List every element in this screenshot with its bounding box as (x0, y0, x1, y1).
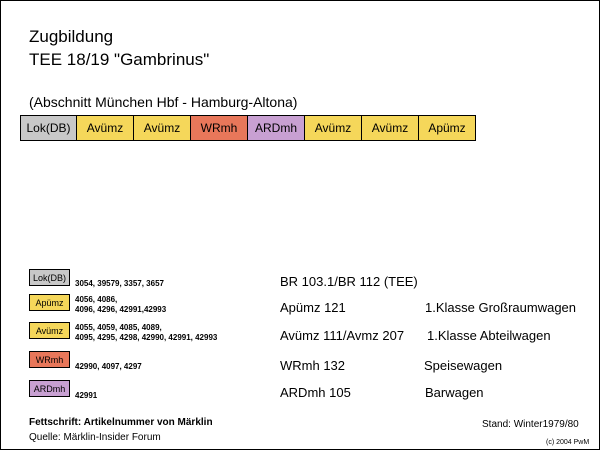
footer-status: Stand: Winter1979/80 (482, 419, 579, 430)
train-car-avumz (133, 115, 191, 141)
train-car-avumz (76, 115, 134, 141)
train-car-ardmh (247, 115, 305, 141)
train-car-label: Avümz (86, 121, 124, 135)
number-line: 3054, 39579, 3357, 3657 (75, 279, 164, 288)
legend-type: ARDmh 105 (280, 385, 351, 400)
number-line: 42990, 4097, 4297 (75, 362, 142, 371)
legend-box-wrmh (29, 351, 70, 368)
legend-type: WRmh 132 (280, 358, 346, 373)
section-label: (Abschnitt München Hbf - Hamburg-Altona) (29, 94, 298, 110)
legend-description: Speisewagen (424, 358, 503, 373)
legend-description: 1.Klasse Abteilwagen (427, 328, 551, 343)
legend-article-numbers (75, 295, 166, 315)
footer-copyright: (c) 2004 PwM (546, 439, 590, 446)
title-line2: TEE 18/19 "Gambrinus" (29, 50, 210, 69)
train-car-label: Apümz (428, 121, 466, 135)
footer-source: Quelle: Märklin-Insider Forum (29, 432, 161, 443)
number-line: 4096, 4296, 42991,42993 (75, 305, 167, 314)
legend-box-label: Apümz (35, 297, 64, 308)
legend-box-avumz (29, 322, 70, 339)
train-car-label: Lok(DB) (26, 121, 71, 135)
train-car-apumz (418, 115, 476, 141)
number-line: 42991 (75, 391, 98, 400)
train-car-wrmh (190, 115, 248, 141)
train-car-label: Avümz (371, 121, 409, 135)
legend-article-numbers (75, 323, 217, 343)
legend-article-numbers (75, 279, 164, 289)
train-formation (20, 115, 476, 141)
legend-box-label: Avümz (35, 325, 64, 336)
legend-type: Apümz 121 (280, 300, 346, 315)
legend-description: Barwagen (425, 385, 484, 400)
train-car-label: ARDmh (254, 121, 297, 135)
number-line: 4095, 4295, 4298, 42990, 42991, 42993 (75, 333, 218, 342)
train-car-label: Avümz (314, 121, 352, 135)
number-line: 4055, 4059, 4085, 4089, (75, 323, 162, 332)
legend-type: BR 103.1/BR 112 (TEE) (280, 274, 418, 289)
train-car-avumz (361, 115, 419, 141)
legend-box-label: Lok(DB) (32, 272, 66, 283)
number-line: 4056, 4086, (75, 295, 118, 304)
legend-box-loco (29, 269, 70, 286)
train-car-loco (20, 115, 77, 141)
legend-box-ardmh (29, 380, 70, 397)
legend-type: Avümz 111/Avmz 207 (280, 328, 405, 343)
title-line1: Zugbildung (29, 27, 114, 46)
legend-box-label: WRmh (35, 354, 64, 365)
train-car-avumz (304, 115, 362, 141)
legend-description: 1.Klasse Großraumwagen (425, 300, 577, 315)
legend-article-numbers (75, 362, 142, 372)
train-car-label: Avümz (143, 121, 181, 135)
legend-box-apumz (29, 294, 70, 311)
footer-note: Fettschrift: Artikelnummer von Märklin (29, 417, 213, 428)
legend-box-label: ARDmh (33, 383, 66, 394)
train-car-label: WRmh (200, 121, 238, 135)
legend-article-numbers (75, 391, 97, 401)
